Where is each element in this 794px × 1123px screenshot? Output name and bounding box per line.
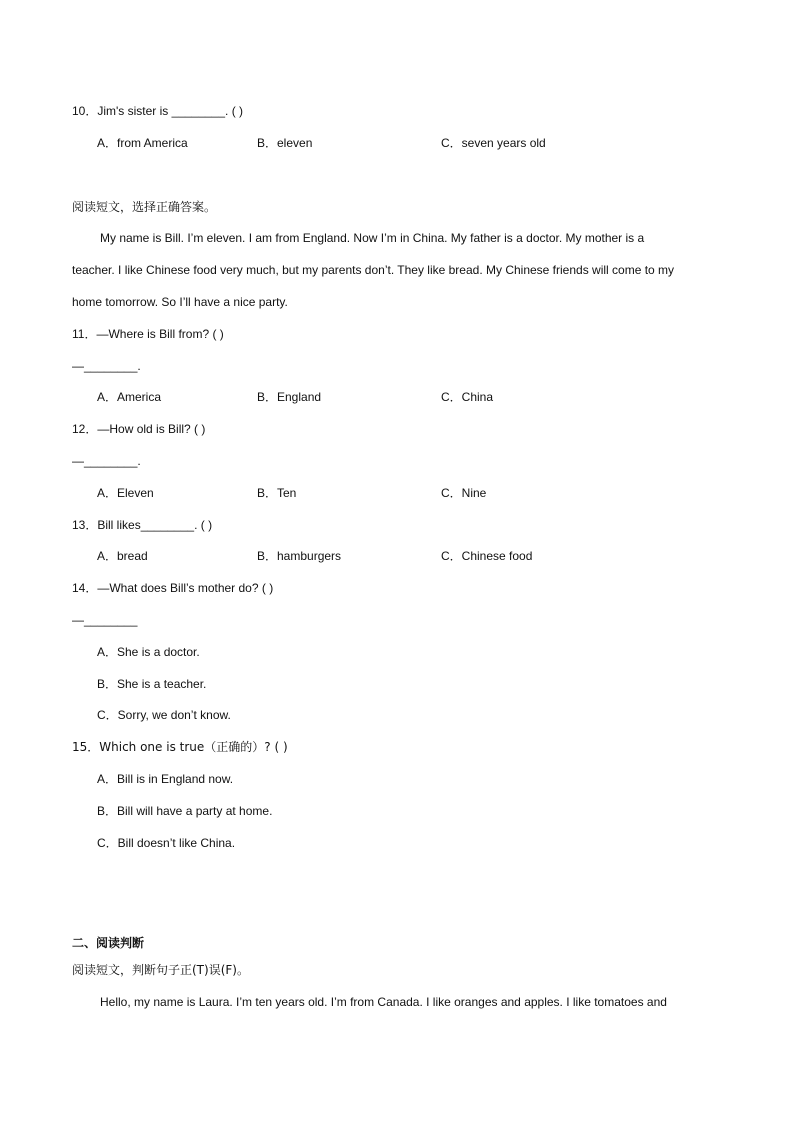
q12-option-c[interactable]: C．Nine [441,486,487,500]
passage-line-1: My name is Bill. I’m eleven. I am from England. Now I’m in China. My father is a doctor. My mother is a [100,231,645,245]
q13-stem: 13．Bill likes________. ( ) [72,518,213,532]
q12-answer-line: —________. [72,454,141,468]
q14-stem: 14．—What does Bill’s mother do? ( ) [72,581,274,595]
q11-stem: 11．—Where is Bill from? ( ) [72,327,224,341]
passage-line-2: teacher. I like Chinese food very much, but my parents don’t. They like bread. My Chinese friends will come to my [72,263,675,277]
q10-stem: 10．Jim's sister is ________. ( ) [72,104,244,118]
q10-option-b[interactable]: B．eleven [257,136,313,150]
q13-option-a[interactable]: A．bread [97,549,148,563]
q14-option-c[interactable]: C．Sorry, we don’t know. [97,708,231,722]
section2-passage-line-1: Hello, my name is Laura. I’m ten years old. I’m from Canada. I like oranges and apples. I like tomatoes and [100,995,667,1009]
q14-answer-line: —________ [72,613,138,627]
q15-option-b[interactable]: B．Bill will have a party at home. [97,804,273,818]
q11-option-b[interactable]: B．England [257,390,322,404]
q13-option-c[interactable]: C．Chinese food [441,549,533,563]
section2-instruction: 阅读短文，判断句子正(T)误(F)。 [72,963,249,977]
q15-option-a[interactable]: A．Bill is in England now. [97,772,234,786]
q11-option-a[interactable]: A．America [97,390,162,404]
q11-answer-line: —________. [72,359,141,373]
section2-heading: 二、阅读判断 [72,936,145,950]
q11-option-c[interactable]: C．China [441,390,494,404]
q15-stem: 15．Which one is true（正确的）? ( ) [72,740,288,754]
q10-option-c[interactable]: C．seven years old [441,136,546,150]
passage-line-3: home tomorrow. So I’ll have a nice party. [72,295,288,309]
q12-option-a[interactable]: A．Eleven [97,486,154,500]
q14-option-b[interactable]: B．She is a teacher. [97,677,207,691]
q12-stem: 12．—How old is Bill? ( ) [72,422,206,436]
q15-option-c[interactable]: C．Bill doesn’t like China. [97,836,236,850]
q13-option-b[interactable]: B．hamburgers [257,549,342,563]
reading-instruction: 阅读短文，选择正确答案。 [72,200,217,214]
q10-option-a[interactable]: A．from America [97,136,188,150]
q14-option-a[interactable]: A．She is a doctor. [97,645,200,659]
q12-option-b[interactable]: B．Ten [257,486,297,500]
